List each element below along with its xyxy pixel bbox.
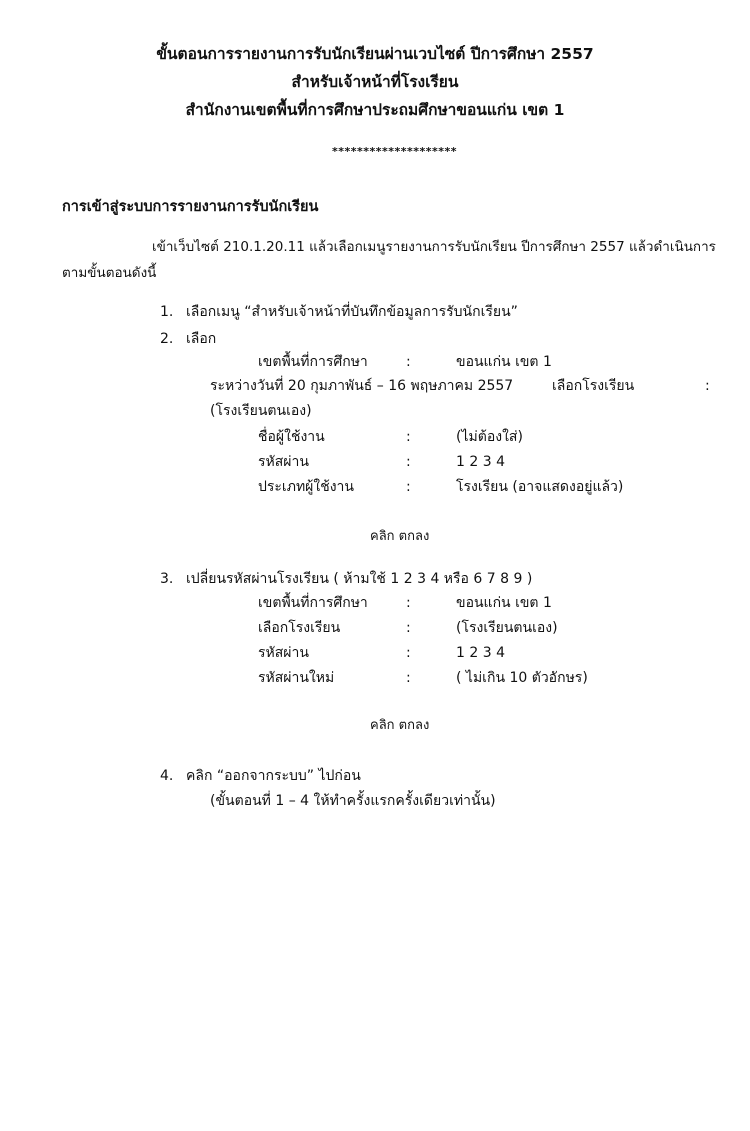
separator: ******************** — [332, 145, 458, 158]
intro-line-2: ตามขั้นตอนดังนี้ — [62, 265, 157, 281]
step-3-newpass-value: ( ไม่เกิน 10 ตัวอักษร) — [456, 670, 588, 686]
step-3-newpass-colon: : — [406, 670, 411, 686]
step-3-pass-value: 1 2 3 4 — [456, 645, 505, 661]
step-2-user-value: (ไม่ต้องใส่) — [456, 429, 523, 445]
step-2-area-colon: : — [406, 354, 411, 370]
step-2-pass-label: รหัสผ่าน — [258, 454, 309, 470]
step-1-number: 1. — [160, 304, 174, 320]
step-2-area-label: เขตพื้นที่การศึกษา — [258, 354, 368, 370]
step-2-area-value: ขอนแก่น เขต 1 — [456, 354, 552, 370]
step-4-note: (ขั้นตอนที่ 1 – 4 ให้ทำครั้งแรกครั้งเดียวเท่านั้น) — [210, 793, 496, 809]
step-2-school-label: เลือกโรงเรียน — [552, 378, 635, 394]
step-3-school-label: เลือกโรงเรียน — [258, 620, 341, 636]
step-2-number: 2. — [160, 331, 174, 347]
step-1-text: เลือกเมนู “สำหรับเจ้าหน้าที่บันทึกข้อมูลการรับนักเรียน” — [186, 304, 518, 320]
step-2-type-value: โรงเรียน (อาจแสดงอยู่แล้ว) — [456, 479, 624, 495]
step-2-period: ระหว่างวันที่ 20 กุมภาพันธ์ – 16 พฤษภาคม 2557 — [210, 378, 514, 394]
step-3-newpass-label: รหัสผ่านใหม่ — [258, 670, 335, 686]
section-title: การเข้าสู่ระบบการรายงานการรับนักเรียน — [62, 199, 319, 215]
doc-subtitle-audience: สำหรับเจ้าหน้าที่โรงเรียน — [291, 73, 459, 91]
intro-line-1: เข้าเว็บไซต์ 210.1.20.11 แล้วเลือกเมนูรายงานการรับนักเรียน ปีการศึกษา 2557 แล้วดำเนินการ — [152, 239, 716, 255]
step-2-school-value: (โรงเรียนตนเอง) — [210, 403, 312, 419]
step-2-pass-colon: : — [406, 454, 411, 470]
doc-subtitle-office: สำนักงานเขตพื้นที่การศึกษาประถมศึกษาขอนแก่น เขต 1 — [185, 101, 565, 119]
step-3-area-label: เขตพื้นที่การศึกษา — [258, 595, 368, 611]
step-2-text: เลือก — [186, 331, 217, 347]
step-3-click-ok: คลิก ตกลง — [370, 718, 430, 733]
step-3-school-value: (โรงเรียนตนเอง) — [456, 620, 558, 636]
step-2-pass-value: 1 2 3 4 — [456, 454, 505, 470]
step-3-pass-label: รหัสผ่าน — [258, 645, 309, 661]
step-4-number: 4. — [160, 768, 174, 784]
step-2-type-label: ประเภทผู้ใช้งาน — [258, 479, 354, 495]
step-2-user-colon: : — [406, 429, 411, 445]
step-2-click-ok: คลิก ตกลง — [370, 529, 430, 544]
step-2-school-colon: : — [705, 378, 710, 394]
step-3-text: เปลี่ยนรหัสผ่านโรงเรียน ( ห้ามใช้ 1 2 3 4 หรือ 6 7 8 9 ) — [186, 571, 533, 587]
step-3-pass-colon: : — [406, 645, 411, 661]
step-2-user-label: ชื่อผู้ใช้งาน — [258, 429, 325, 445]
step-3-area-value: ขอนแก่น เขต 1 — [456, 595, 552, 611]
step-3-school-colon: : — [406, 620, 411, 636]
step-2-type-colon: : — [406, 479, 411, 495]
doc-title: ขั้นตอนการรายงานการรับนักเรียนผ่านเวบไซต์ ปีการศึกษา 2557 — [156, 45, 594, 63]
step-4-text: คลิก “ออกจากระบบ” ไปก่อน — [186, 768, 361, 784]
step-3-number: 3. — [160, 571, 174, 587]
step-3-area-colon: : — [406, 595, 411, 611]
